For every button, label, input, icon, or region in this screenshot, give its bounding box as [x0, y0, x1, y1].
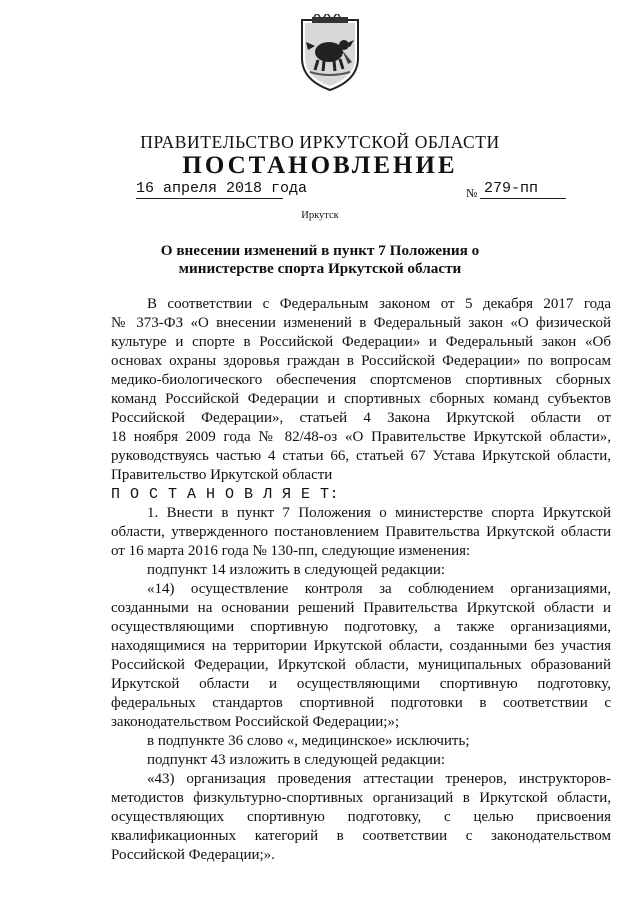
body-line: от 16 марта 2016 года № 130-пп, следующие изменения: [111, 543, 471, 559]
body-line: находящимися на территории Иркутской области, созданными без участия [111, 638, 611, 654]
body-line: 1. Внести в пункт 7 Положения о министерстве спорта Иркутской [147, 505, 611, 521]
body-line: в подпункте 36 слово «, медицинское» исключить; [147, 733, 470, 749]
body-line: области, утвержденного постановлением Правительства Иркутской области [111, 524, 611, 540]
body-line: Российской Федерации», статьей 4 Закона Иркутской области от [111, 410, 611, 426]
body-line: В соответствии с Федеральным законом от 5 декабря 2017 года [147, 296, 611, 312]
resolves-heading: П О С Т А Н О В Л Я Е Т: [111, 486, 340, 503]
body-line: № 373-ФЗ «О внесении изменений в Федеральный закон «О физической [111, 315, 611, 331]
document-type: ПОСТАНОВЛЕНИЕ [182, 152, 458, 179]
body-line: культуре и спорте в Российской Федерации» и Федеральный закон «Об [111, 334, 611, 350]
document-heading: О внесении изменений в пункт 7 Положения о министерстве спорта Иркутской области [160, 242, 480, 277]
body-line: 18 ноября 2009 года № 82/48-оз «О Правительстве Иркутской области», [111, 429, 611, 445]
body-line: осуществляющими спортивную подготовку, а также организациями, [111, 619, 611, 635]
body-line: методистов физкультурно-спортивных организаций в Иркутской области, [111, 790, 611, 806]
body-line: осуществляющих спортивную подготовку, с целью присвоения [111, 809, 611, 825]
body-line: созданными на основании решений Правительства Иркутской области и [111, 600, 611, 616]
body-line: руководствуясь частью 4 статьи 66, статьей 67 Устава Иркутской области, [111, 448, 611, 464]
body-line: Правительство Иркутской области [111, 467, 333, 483]
document-date: 16 апреля 2018 года [136, 180, 308, 197]
city: Иркутск [301, 210, 339, 221]
coat-of-arms-icon [298, 14, 362, 92]
body-line: подпункт 43 изложить в следующей редакции: [147, 752, 446, 768]
body-line: федеральных стандартов спортивной подготовки в соответствии с [111, 695, 611, 711]
number-label: № [466, 186, 478, 200]
document-number: 279-пп [480, 180, 566, 199]
body-line: Российской Федерации;». [111, 847, 275, 863]
body-line: «14) осуществление контроля за соблюдением организациями, [147, 581, 611, 597]
body-line: команд Российской Федерации и спортивных сборных команд субъектов [111, 391, 611, 407]
body-line: медико-биологического обеспечения спортсменов спортивных сборных [111, 372, 611, 388]
body-line: «43) организация проведения аттестации тренеров, инструкторов- [147, 771, 611, 787]
body-line: законодательством Российской Федерации;»; [111, 714, 400, 730]
body-line: Российской Федерации, Иркутской области, муниципальных образований [111, 657, 611, 673]
government-name: ПРАВИТЕЛЬСТВО ИРКУТСКОЙ ОБЛАСТИ [140, 132, 500, 152]
body-line: Иркутской области и осуществляющими спортивную подготовку, [111, 676, 611, 692]
body-line: основах охраны здоровья граждан в Российской Федерации» по вопросам [111, 353, 611, 369]
body-line: подпункт 14 изложить в следующей редакции: [147, 562, 446, 578]
body-line: квалификационных категорий в соответствии с законодательством [111, 828, 611, 844]
